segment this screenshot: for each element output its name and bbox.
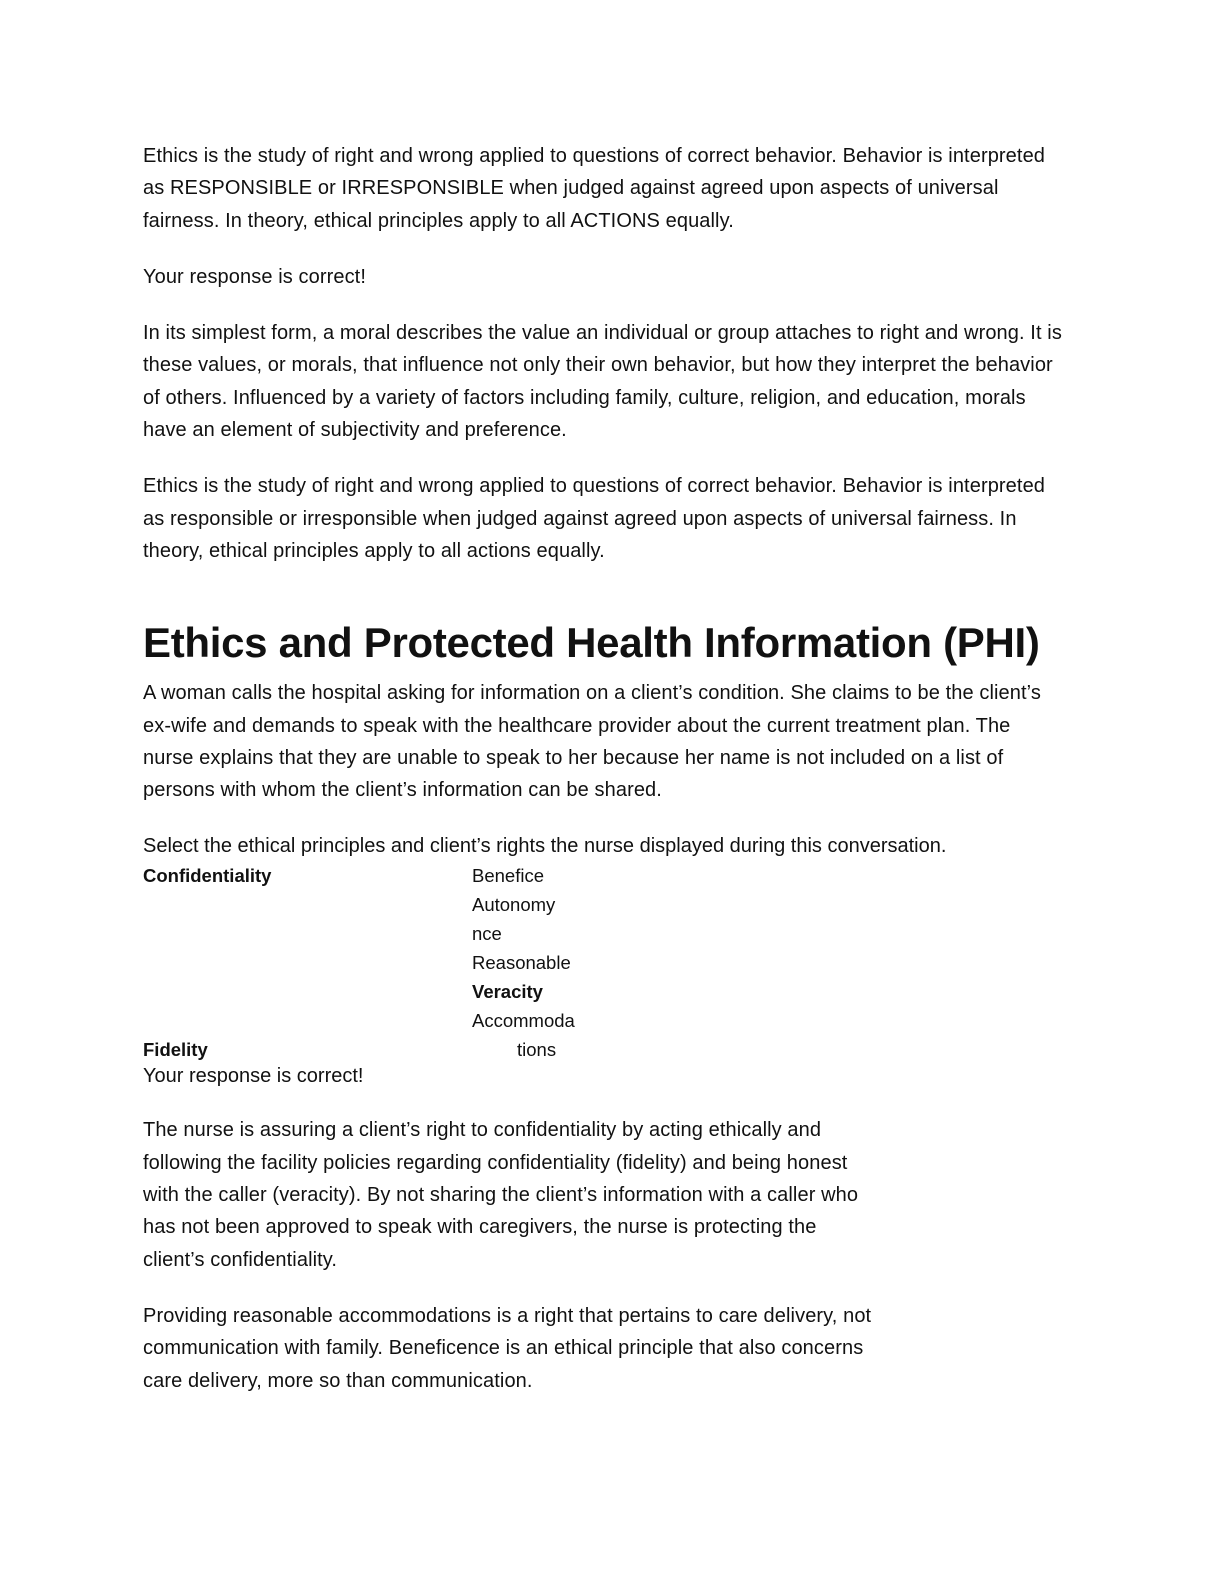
moral-definition-paragraph: In its simplest form, a moral describes the value an individual or group attaches to right and wrong. It is these values, or morals, that influence not only their own behavior, but how they interpret the behavior of others. Influenced by a variety of factors including family, culture, religion, and education, morals have an element of subjectivity and preference. (143, 322, 1062, 442)
question-prompt: Select the ethical principles and client’s rights the nurse displayed during this conversation. (143, 835, 947, 858)
option-veracity[interactable]: Veracity (472, 981, 543, 1003)
section-heading: Ethics and Protected Health Information (PHI) (143, 619, 1040, 667)
feedback-correct-2: Your response is correct! (143, 1065, 364, 1088)
option-confidentiality[interactable]: Confidentiality (143, 865, 272, 887)
option-accommodations-wrap[interactable]: tions (517, 1039, 557, 1061)
ethics-definition-paragraph-2: Ethics is the study of right and wrong applied to questions of correct behavior. Behavior is interpreted as responsible or irresponsible when judged against agreed upon aspects of universal fairness. In theory, ethical principles apply to all actions equally. (143, 475, 1046, 562)
answer-options (143, 862, 1063, 1060)
document-page (143, 140, 1063, 1421)
option-accommodations[interactable]: Accommoda (472, 1010, 575, 1032)
option-benefice[interactable]: Benefice (472, 865, 544, 887)
explanation-paragraph-2: Providing reasonable accommodations is a right that pertains to care delivery, not communication with family. Beneficence is an ethical principle that also concerns care delivery, more so than communication. (143, 1304, 872, 1392)
option-reasonable[interactable]: Reasonable (472, 952, 571, 974)
option-benefice-wrap[interactable]: nce (472, 923, 502, 945)
option-fidelity[interactable]: Fidelity (143, 1039, 208, 1061)
scenario-paragraph: A woman calls the hospital asking for information on a client’s condition. She claims to be the client’s ex-wife and demands to speak with the healthcare provider about the current treatment plan. The nurse explains that they are unable to speak to her because her name is not included on a list of persons with whom the client’s information can be shared. (143, 682, 1041, 802)
feedback-correct: Your response is correct! (143, 265, 366, 288)
explanation-paragraph-1: The nurse is assuring a client’s right to confidentiality by acting ethically and following the facility policies regarding confidentiality (fidelity) and being honest with the caller (veracity). By not sharing the client’s information with a caller who has not been approved to speak with caregivers, the nurse is protecting the client’s confidentiality. (143, 1119, 859, 1271)
option-autonomy[interactable]: Autonomy (472, 894, 556, 916)
ethics-definition-paragraph: Ethics is the study of right and wrong applied to questions of correct behavior. Behavior is interpreted as RESPONSIBLE or IRRESPONSIBLE when judged against agreed upon aspects of universal fairness. In theory, ethical principles apply to all ACTIONS equally. (143, 145, 1046, 232)
